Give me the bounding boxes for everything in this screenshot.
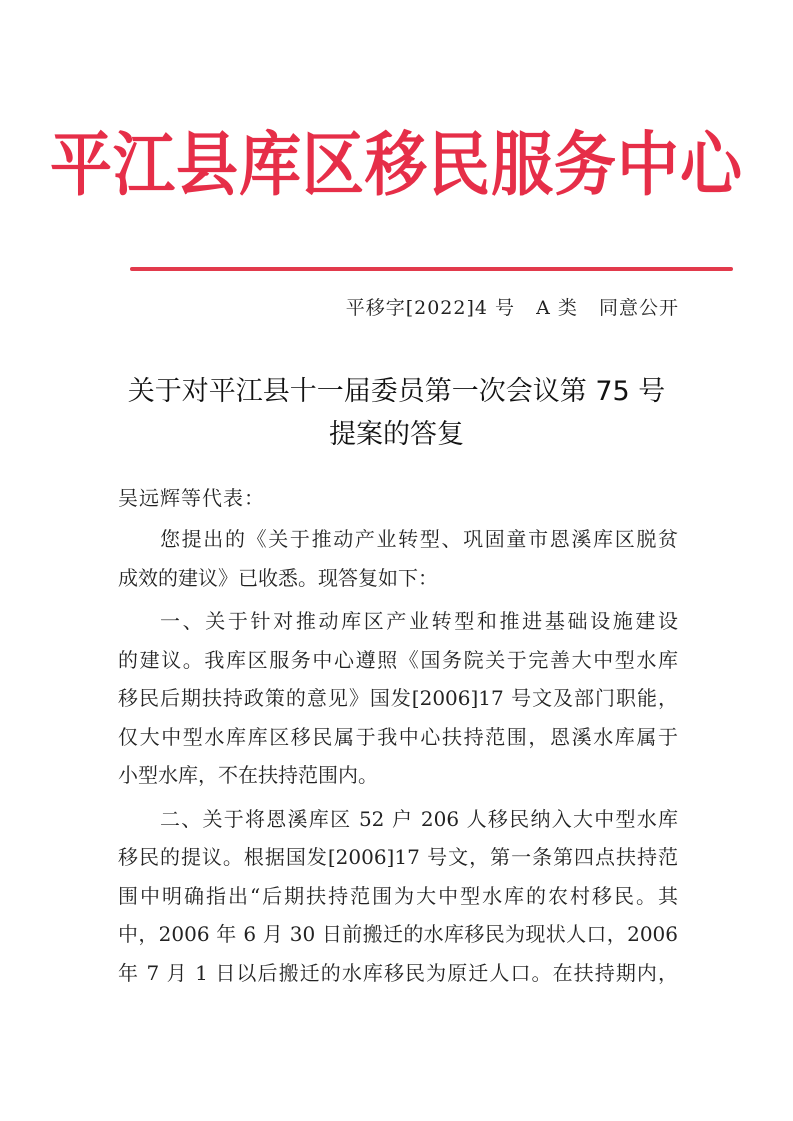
paragraph-3-line-4: 中，2006 年 6 月 30 日前搬迁的水库移民为现状人口，2006	[118, 922, 678, 946]
document-title-line-2: 提案的答复	[329, 419, 464, 450]
paragraph-2-line-2: 的建议。我库区服务中心遵照《国务院关于完善大中型水库	[118, 647, 678, 672]
paragraph-1-line-1: 您提出的《关于推动产业转型、巩固童市恩溪库区脱贫	[160, 527, 678, 551]
salutation: 吴远辉等代表：	[118, 486, 265, 510]
document-title	[0, 370, 793, 456]
document-number: 平移字[2022]4 号 A 类 同意公开	[345, 297, 679, 319]
paragraph-3-line-1: 二、关于将恩溪库区 52 户 206 人移民纳入大中型水库	[160, 806, 678, 831]
paragraph-1-line-2: 成效的建议》已收悉。现答复如下：	[118, 565, 438, 590]
letterhead-red-rule	[130, 267, 733, 271]
paragraph-2-line-3: 移民后期扶持政策的意见》国发[2006]17 号文及部门职能，	[118, 686, 678, 710]
org-letterhead-title: 平江县库区移民服务中心	[49, 123, 743, 206]
paragraph-2-line-1: 一、关于针对推动库区产业转型和推进基础设施建设	[160, 609, 678, 633]
document-body	[118, 520, 678, 992]
paragraph-3-line-5: 年 7 月 1 日以后搬迁的水库移民为原迁人口。在扶持期内，	[118, 960, 678, 985]
paragraph-2-line-4: 仅大中型水库库区移民属于我中心扶持范围，恩溪水库属于	[118, 724, 678, 749]
paragraph-2-line-5: 小型水库，不在扶持范围内。	[118, 763, 378, 787]
paragraph-3-line-3: 围中明确指出“后期扶持范围为大中型水库的农村移民。其	[118, 883, 678, 908]
paragraph-3-line-2: 移民的提议。根据国发[2006]17 号文，第一条第四点扶持范	[118, 845, 678, 869]
document-title-line-1: 关于对平江县十一届委员第一次会议第 75 号	[127, 376, 666, 407]
